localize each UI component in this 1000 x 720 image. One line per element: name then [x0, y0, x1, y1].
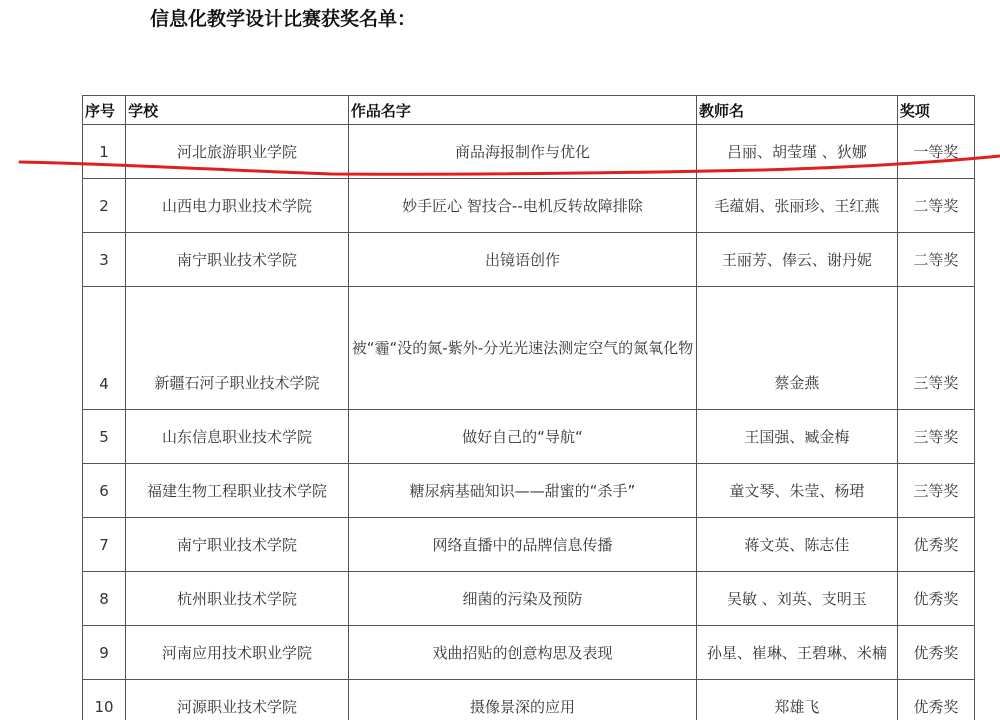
cell-work: 戏曲招贴的创意构思及表现	[348, 626, 696, 680]
cell-work: 细菌的污染及预防	[348, 572, 696, 626]
cell-award: 优秀奖	[897, 518, 974, 572]
header-teachers: 教师名	[697, 96, 898, 125]
cell-award: 二等奖	[897, 179, 974, 233]
cell-teachers: 毛蕴娟、张丽珍、王红燕	[697, 179, 898, 233]
cell-award: 三等奖	[897, 410, 974, 464]
cell-teachers: 孙星、崔琳、王碧琳、米楠	[697, 626, 898, 680]
cell-award: 三等奖	[897, 464, 974, 518]
cell-work: 妙手匠心 智技合--电机反转故障排除	[348, 179, 696, 233]
cell-teachers: 蒋文英、陈志佳	[697, 518, 898, 572]
cell-work-text: 被“霾“没的氮-紫外-分光光速法测定空气的氮氧化物	[351, 339, 694, 357]
cell-award: 优秀奖	[897, 680, 974, 720]
cell-teachers: 童文琴、朱莹、杨珺	[697, 464, 898, 518]
cell-award: 三等奖	[897, 287, 974, 410]
cell-no: 2	[83, 179, 126, 233]
cell-no: 4	[83, 287, 126, 410]
table-row	[83, 518, 975, 572]
cell-work: 糖尿病基础知识——甜蜜的“杀手”	[348, 464, 696, 518]
cell-school: 河南应用技术职业学院	[126, 626, 349, 680]
header-work: 作品名字	[348, 96, 696, 125]
cell-no: 7	[83, 518, 126, 572]
cell-school: 新疆石河子职业技术学院	[126, 287, 349, 410]
table-row	[83, 572, 975, 626]
cell-award: 优秀奖	[897, 626, 974, 680]
cell-teachers: 王国强、臧金梅	[697, 410, 898, 464]
cell-school: 河北旅游职业学院	[126, 125, 349, 179]
cell-no: 1	[83, 125, 126, 179]
table-row	[83, 626, 975, 680]
cell-teachers: 郑雄飞	[697, 680, 898, 720]
cell-no: 9	[83, 626, 126, 680]
cell-school: 河源职业技术学院	[126, 680, 349, 720]
table-row	[83, 179, 975, 233]
table-header-row	[83, 96, 975, 125]
cell-teachers: 蔡金燕	[697, 287, 898, 410]
table-row	[83, 464, 975, 518]
table-row	[83, 680, 975, 720]
cell-teachers: 王丽芳、俸云、谢丹妮	[697, 233, 898, 287]
document-title: 信息化教学设计比赛获奖名单：	[150, 8, 417, 30]
cell-school: 福建生物工程职业技术学院	[126, 464, 349, 518]
cell-award: 二等奖	[897, 233, 974, 287]
cell-no: 8	[83, 572, 126, 626]
cell-no: 3	[83, 233, 126, 287]
table-row	[83, 125, 975, 179]
cell-school: 山东信息职业技术学院	[126, 410, 349, 464]
cell-work: 商品海报制作与优化	[348, 125, 696, 179]
cell-teachers: 吴敏 、刘英、支明玉	[697, 572, 898, 626]
header-school: 学校	[126, 96, 349, 125]
cell-award: 优秀奖	[897, 572, 974, 626]
cell-no: 10	[83, 680, 126, 720]
cell-work	[348, 287, 696, 410]
cell-work: 摄像景深的应用	[348, 680, 696, 720]
cell-no: 5	[83, 410, 126, 464]
cell-work: 网络直播中的品牌信息传播	[348, 518, 696, 572]
cell-work: 做好自己的“导航“	[348, 410, 696, 464]
cell-work: 出镜语创作	[348, 233, 696, 287]
cell-teachers: 吕丽、胡莹瑾 、狄娜	[697, 125, 898, 179]
table-row	[83, 410, 975, 464]
header-award: 奖项	[897, 96, 974, 125]
cell-no: 6	[83, 464, 126, 518]
cell-school: 山西电力职业技术学院	[126, 179, 349, 233]
header-no: 序号	[83, 96, 126, 125]
cell-school: 南宁职业技术学院	[126, 233, 349, 287]
table-row	[83, 287, 975, 410]
table-row	[83, 233, 975, 287]
award-table	[82, 95, 975, 720]
cell-school: 南宁职业技术学院	[126, 518, 349, 572]
cell-award: 一等奖	[897, 125, 974, 179]
cell-school: 杭州职业技术学院	[126, 572, 349, 626]
